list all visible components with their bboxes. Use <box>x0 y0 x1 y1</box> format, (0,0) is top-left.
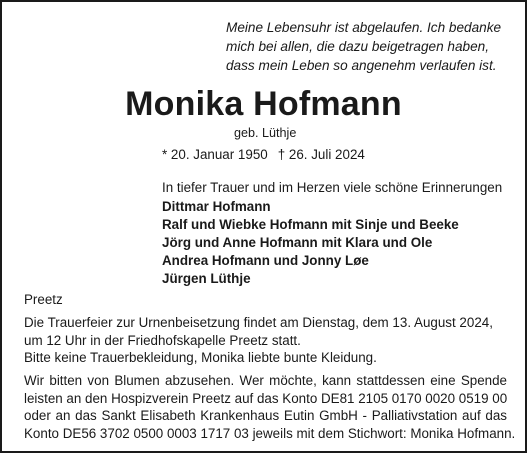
mourner-item: Dittmar Hofmann <box>162 199 271 214</box>
place-name: Preetz <box>24 292 63 307</box>
donation-line: Wir bitten von Blumen abzusehen. Wer möchte, kann stattdessen eine Spende <box>24 373 507 388</box>
donation-line: leisten an den Hospizverein Preetz auf das Konto DE81 2105 0170 0020 0519 00 <box>24 390 508 406</box>
motto-line: Meine Lebensuhr ist abgelaufen. Ich bedanke <box>226 20 502 35</box>
motto-line: dass mein Leben so angenehm verlaufen ist. <box>226 58 497 73</box>
funeral-line: Die Trauerfeier zur Urnenbeisetzung findet am Dienstag, dem 13. August 2024, <box>24 315 493 330</box>
mourner-item: Ralf und Wiebke Hofmann mit Sinje und Beeke <box>162 217 459 232</box>
motto-quote <box>226 18 521 75</box>
mourners-list <box>162 198 459 288</box>
donation-line: Konto DE56 3702 0500 0003 1717 03 jeweils mit dem Stichwort: Monika Hofmann. <box>24 425 516 441</box>
birth-date: * 20. Januar 1950 <box>162 147 268 162</box>
mourner-item: Andrea Hofmann und Jonny Løe <box>162 253 369 268</box>
birth-name: geb. Lüthje <box>234 126 297 140</box>
death-date: † 26. Juli 2024 <box>277 147 365 162</box>
life-dates <box>162 146 365 164</box>
donation-line: oder an das Sankt Elisabeth Krankenhaus Eutin GmbH - Palliativstation auf das <box>24 408 507 423</box>
motto-line: mich bei allen, die dazu beigetragen haben, <box>226 39 490 54</box>
donation-info <box>24 372 516 442</box>
funeral-line: um 12 Uhr in der Friedhofskapelle Preetz statt. <box>24 332 301 348</box>
mourner-item: Jürgen Lüthje <box>162 271 251 286</box>
mourning-line: In tiefer Trauer und im Herzen viele schöne Erinnerungen <box>162 180 503 195</box>
mourner-item: Jörg und Anne Hofmann mit Klara und Ole <box>162 235 433 250</box>
deceased-name: Monika Hofmann <box>125 85 402 123</box>
funeral-line: Bitte keine Trauerbekleidung, Monika liebte bunte Kleidung. <box>24 350 377 365</box>
funeral-info <box>24 314 507 367</box>
